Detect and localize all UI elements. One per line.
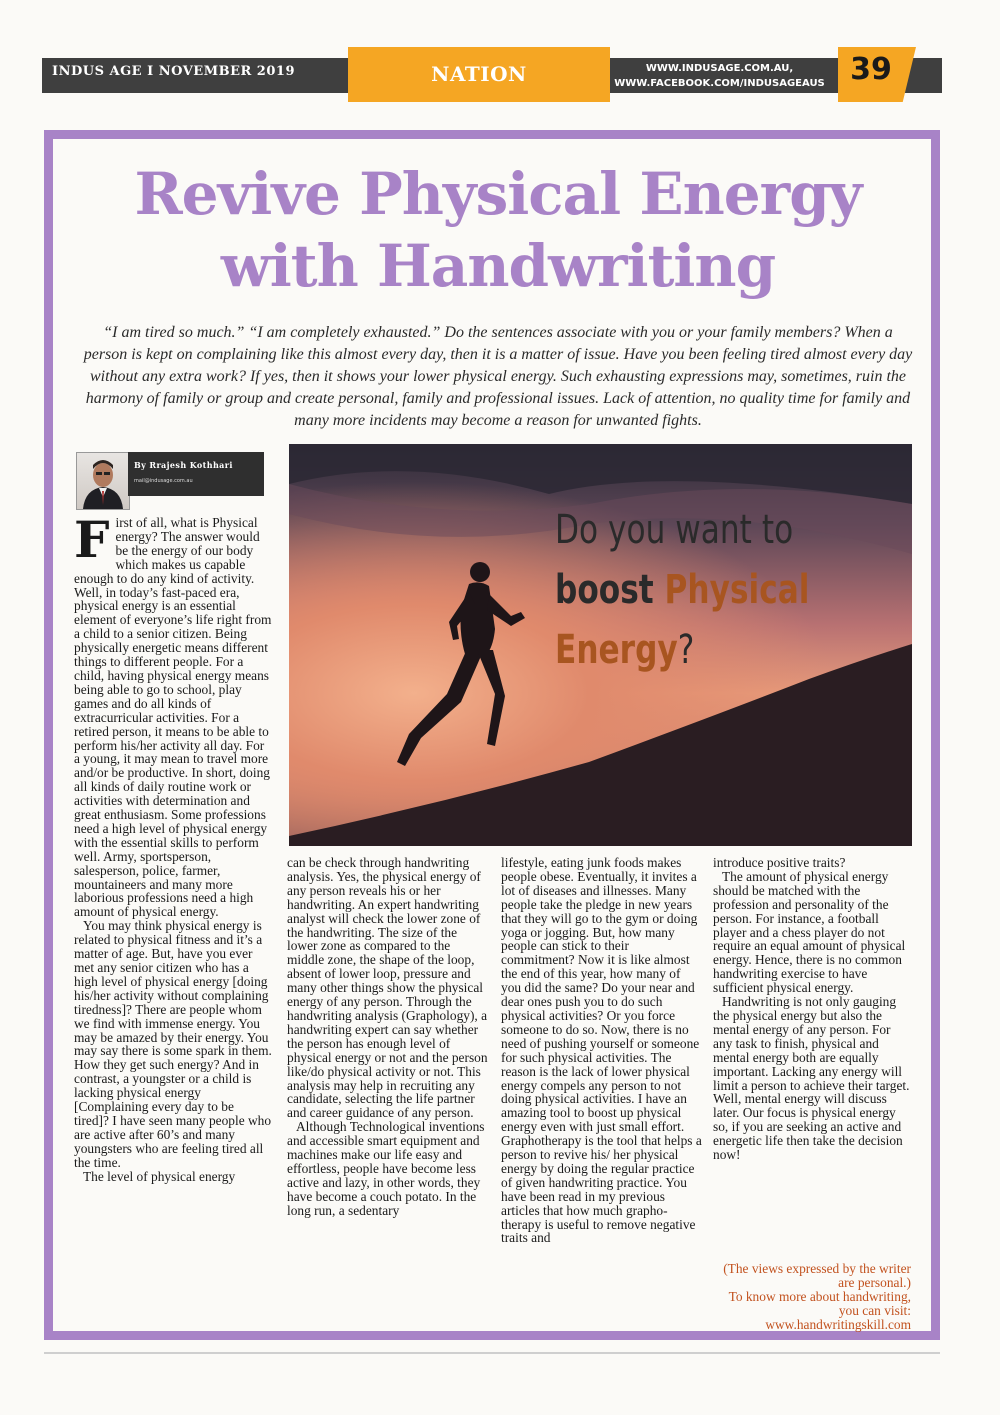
paragraph: can be check through handwriting analysis. Yes, the physical energy of any person reveals his or her handwriting. An expert handwriting analyst will check the lower zone of the handwriting. The size of the lower zone as compared to the middle zone, the shape of the loop, absent of lower loop, pressure and many other things show the physical energy of any person. Through the handwriting analysis (Graphology), a handwriting expert can say whether the person has enough level of physical energy or not and the person like/do physical activity or not. This analysis may help in recruiting any candidate, selecting the life partner and career guidance of any person. (287, 855, 488, 1121)
bottom-rule (44, 1352, 940, 1354)
page-number: 39 (850, 52, 892, 87)
byline-box (128, 452, 264, 496)
article-column-2 (287, 856, 489, 1218)
paragraph: You may think physical energy is related to physical fitness and it’s a matter of age. But, have you ever met any senior citizen who has a high level of physical energy [doing his/her activity without complaining tiredness]? There are people whom we find with immense energy. You may be amazed by their energy. You may say there is some spark in them. How they get such energy? And in contrast, a youngster or a child is lacking physical energy [Complaining every day to be tired]? I have seen many people who are active after 60’s and many youngsters who are feeling tired all the time. (74, 918, 272, 1170)
author-name: By Rrajesh Kothhari (134, 460, 233, 470)
headline (60, 158, 936, 302)
intro-paragraph: “I am tired so much.” “I am completely exhausted.” Do the sentences associate with you or your family members? When a person is kept on complaining like this almost every day, then it is a matter of issue. Have you been feeling tired almost every day without any extra work? If yes, then it shows your lower physical energy. Such exhausting expressions may, sometimes, ruin the harmony of family or group and create personal, family and professional issues. Lack of attention, no quality time for family and many more incidents may become a reason for unwanted fights. (83, 324, 913, 429)
facebook-url: WWW.FACEBOOK.COM/INDUSAGEAUS (614, 78, 825, 89)
hero-line-1: Do you want to (555, 507, 794, 553)
paragraph: Although Technological inventions and accessible smart equipment and machines make our life easy and effortless, people have become less active and lazy, in other words, they have become a couch potato. In the long run, a sedentary (287, 1119, 485, 1218)
headline-line-1: Revive Physical Energy (134, 160, 862, 228)
disclaimer: (The views expressed by the writer are personal.) (723, 1261, 911, 1290)
headline-line-2: with Handwriting (220, 232, 776, 300)
drop-cap: F (74, 510, 110, 569)
publication-date: INDUS AGE I NOVEMBER 2019 (52, 64, 295, 79)
article-column-1 (74, 510, 272, 1184)
paragraph (74, 510, 272, 920)
hero-caption (555, 500, 809, 680)
author-note (713, 1262, 911, 1332)
paragraph-text: irst of all, what is Physical energy? The answer would be the energy of our body which makes us capable enough to do any kind of activity. Well, in today’s fast-paced era, physical energy is an essential element of everyone’s life right from a child to a senior citizen. Being physically energetic means different things to different people. For a child, having physical energy means being able to go to school, play games and do all kinds of extracurricular activities. For a retired person, it means to be able to perform his/her activity all day. For a young, it may mean to travel more and/or be productive. In short, doing all kinds of daily routine work or activities with determination and great enthusiasm. Some professions need a high level of physical energy with the essential skills to perform well. Army, sportsperson, salesperson, police, farmer, mountaineers and many more laborious professions need a high amount of physical energy. (74, 515, 272, 920)
contact-link[interactable]: To know more about handwriting, you can visit: www.handwritingskill.com (728, 1288, 911, 1332)
paragraph: Handwriting is not only gauging the physical energy but also the mental energy of any person. For any task to finish, physical and mental energy both are equally important. Lacking any energy will limit a person to achieve their target. Well, mental energy will discuss later. Our focus is physical energy so, if you are seeking an active and energetic life then take the decision now! (713, 994, 910, 1163)
article-column-3 (501, 856, 703, 1245)
paragraph: The amount of physical energy should be matched with the profession and personality of the person. For instance, a football player and a chess player do not require an equal amount of physical energy. Hence, there is no common handwriting exercise to have sufficient physical energy. (713, 868, 906, 996)
hero-line-2b: Physical (664, 567, 810, 613)
hero-image (289, 444, 912, 846)
hero-line-3a: Energy (555, 627, 678, 673)
paragraph: The level of physical energy (83, 1168, 236, 1184)
author-email: mail@indusage.com.au (134, 478, 193, 484)
website-url: WWW.INDUSAGE.COM.AU, (645, 63, 794, 74)
article-column-4 (713, 856, 913, 1162)
hero-line-2a: boost (555, 567, 665, 613)
section-label: NATION (431, 62, 527, 86)
paragraph: lifestyle, eating junk foods makes people obese. Eventually, it invites a lot of diseases and illnesses. Many people take the pledge in new years that they will go to the gym or doing yoga or jogging. But, how many people can stick to their commitment? Now it is like almost the end of this year, how many of you did the same? Do your near and dear ones push you to do such physical activities? Or you force someone to do so. Now, there is no need of pushing yourself or someone for such physical activities. The reason is the lack of lower physical energy compels any person to not doing physical activities. I have an amazing tool to boost up physical energy even with just small effort. Graphotherapy is the tool that helps a person to revive his/ her physical energy by doing the regular practice of given handwriting practice. You have been read in my previous articles that how much grapho-therapy is useful to remove negative traits and (501, 855, 702, 1246)
paragraph: introduce positive traits? (713, 855, 846, 870)
author-photo (76, 452, 130, 510)
hero-line-3b: ? (677, 627, 695, 673)
author-portrait-icon (77, 453, 129, 509)
